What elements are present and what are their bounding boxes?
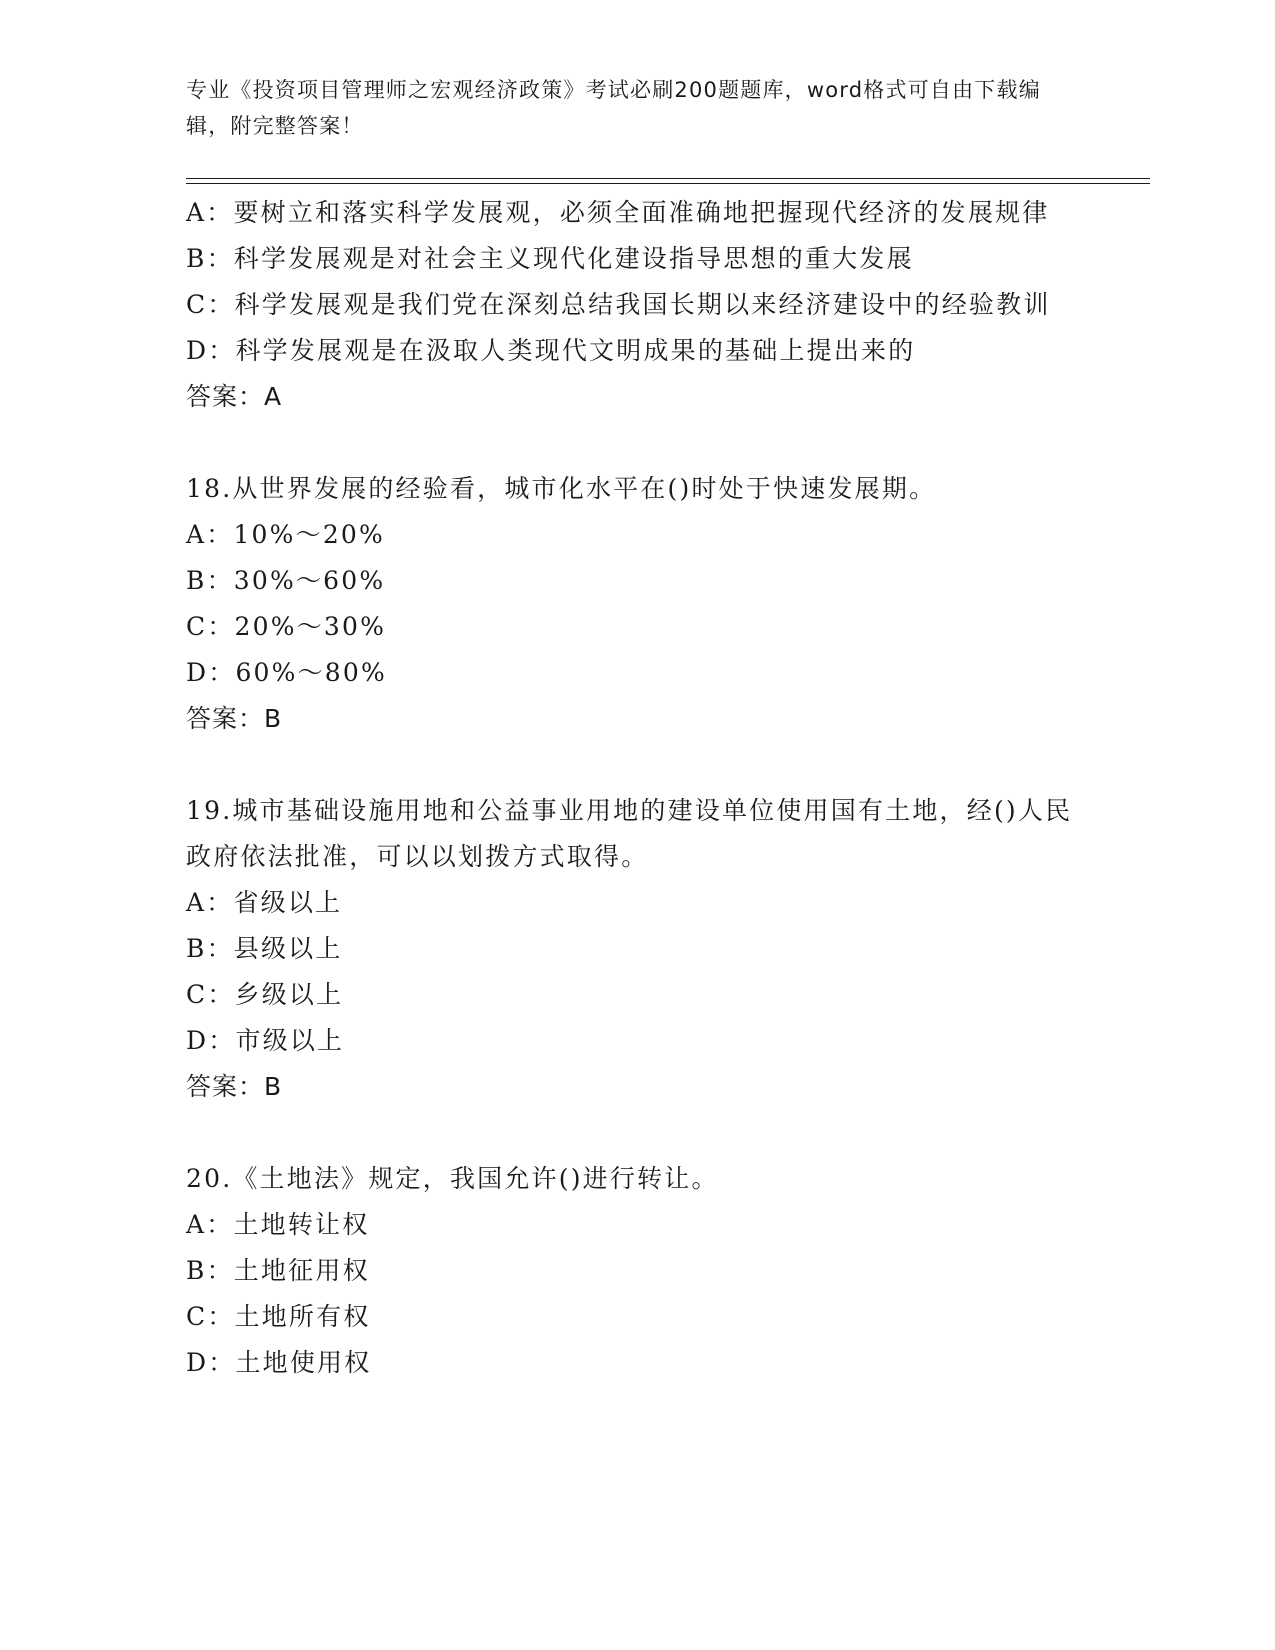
question-19 [186, 788, 1086, 1110]
option-b: B：县级以上 [186, 934, 343, 963]
spacer [186, 1110, 1086, 1156]
header-divider-top [186, 178, 1150, 179]
question-text: 18.从世界发展的经验看，城市化水平在()时处于快速发展期。 [186, 474, 937, 503]
spacer [186, 742, 1086, 788]
option-a: A：省级以上 [186, 888, 343, 917]
option-d: D：市级以上 [186, 1026, 345, 1055]
option-b: B：科学发展观是对社会主义现代化建设指导思想的重大发展 [186, 244, 914, 273]
option-d: D：科学发展观是在汲取人类现代文明成果的基础上提出来的 [186, 336, 916, 365]
option-a: A：土地转让权 [186, 1210, 370, 1239]
option-a: A：要树立和落实科学发展观，必须全面准确地把握现代经济的发展规律 [186, 198, 1050, 227]
answer-line: 答案：B [186, 1072, 283, 1101]
question-18 [186, 466, 1086, 742]
answer-line: 答案：A [186, 382, 283, 411]
answer-line: 答案：B [186, 704, 283, 733]
option-d: D：60%～80% [186, 658, 387, 687]
option-b: B：土地征用权 [186, 1256, 370, 1285]
header-divider-bottom [186, 183, 1150, 184]
option-a: A：10%～20% [186, 520, 385, 549]
question-text: 20.《土地法》规定，我国允许()进行转让。 [186, 1164, 719, 1193]
question-list [186, 190, 1086, 1386]
document-title: 专业《投资项目管理师之宏观经济政策》考试必刷200题题库，word格式可自由下载编辑，附完整答案！ [186, 78, 1041, 138]
question-text: 19.城市基础设施用地和公益事业用地的建设单位使用国有土地，经()人民政府依法批准，可以以划拨方式取得。 [186, 796, 1073, 871]
question-17-options [186, 190, 1086, 420]
option-c: C：科学发展观是我们党在深刻总结我国长期以来经济建设中的经验教训 [186, 290, 1051, 319]
option-c: C：乡级以上 [186, 980, 344, 1009]
option-c: C：20%～30% [186, 612, 387, 641]
spacer [186, 420, 1086, 466]
question-20 [186, 1156, 1086, 1386]
option-c: C：土地所有权 [186, 1302, 371, 1331]
option-d: D：土地使用权 [186, 1348, 372, 1377]
option-b: B：30%～60% [186, 566, 386, 595]
